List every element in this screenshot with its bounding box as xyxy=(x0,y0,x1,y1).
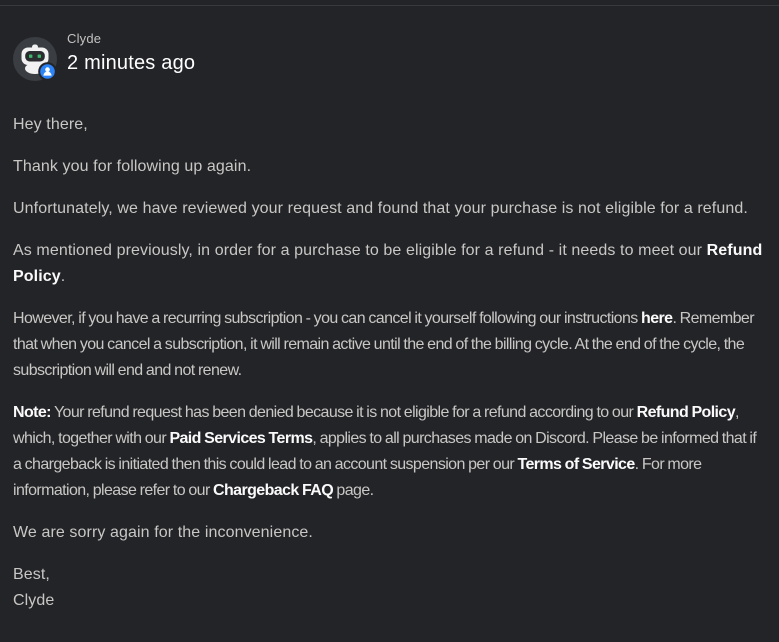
paid-services-terms-link[interactable]: Paid Services Terms xyxy=(169,430,313,447)
refund-policy-link[interactable]: Refund Policy xyxy=(636,404,735,421)
comment-header xyxy=(13,31,766,81)
text-run: . For more information, please refer to our xyxy=(13,456,702,499)
message-paragraph xyxy=(13,520,766,546)
text-run: As mentioned previously, in order for a purchase to be eligible for a refund - it needs to meet our xyxy=(13,242,707,259)
text-run: . xyxy=(60,268,66,285)
text-run: We are sorry again for the inconvenience. xyxy=(13,524,313,541)
text-run: . Remember that when you cancel a subscription, it will remain active until the end of the billing cycle. At the end of the cycle, the subscription will end and not renew. xyxy=(13,310,754,379)
terms-of-service-link[interactable]: Terms of Service xyxy=(517,456,635,473)
text-run: page. xyxy=(333,482,374,499)
message-paragraph xyxy=(13,154,766,180)
text-run: , which, together with our xyxy=(13,404,739,447)
message-paragraph xyxy=(13,238,766,290)
message-paragraph xyxy=(13,562,766,614)
text-run: Unfortunately, we have reviewed your request and found that your purchase is not eligible for a refund. xyxy=(13,200,748,217)
message-body xyxy=(13,112,766,640)
text-run: Thank you for following up again. xyxy=(13,158,252,175)
text-run: Best, xyxy=(13,566,50,583)
timestamp: 2 minutes ago xyxy=(67,52,196,74)
message-paragraph xyxy=(13,306,766,384)
message-paragraph xyxy=(13,112,766,138)
avatar xyxy=(13,37,57,81)
text-run: , applies to all purchases made on Discord. Please be informed that if a chargeback is initiated then this could lead to an account suspension per our xyxy=(13,430,757,473)
text-run: Clyde xyxy=(13,592,55,609)
text-run: Hey there, xyxy=(13,116,88,133)
agent-person-badge-icon xyxy=(38,62,57,81)
text-run: Your refund request has been denied because it is not eligible for a refund according to our xyxy=(50,404,637,421)
support-comment xyxy=(0,5,779,640)
refund-policy-link[interactable]: Refund Policy xyxy=(13,242,763,285)
clyde-robot-icon xyxy=(13,37,57,81)
chargeback-faq-link[interactable]: Chargeback FAQ xyxy=(213,482,334,499)
message-paragraph xyxy=(13,400,766,504)
cancel-instructions-here-link[interactable]: here xyxy=(641,310,673,327)
author-name: Clyde xyxy=(67,31,102,46)
text-run: However, if you have a recurring subscription - you can cancel it yourself following our instructions xyxy=(13,310,642,327)
message-paragraph xyxy=(13,196,766,222)
comment-meta xyxy=(67,31,196,75)
bold-text: Note: xyxy=(13,404,51,421)
